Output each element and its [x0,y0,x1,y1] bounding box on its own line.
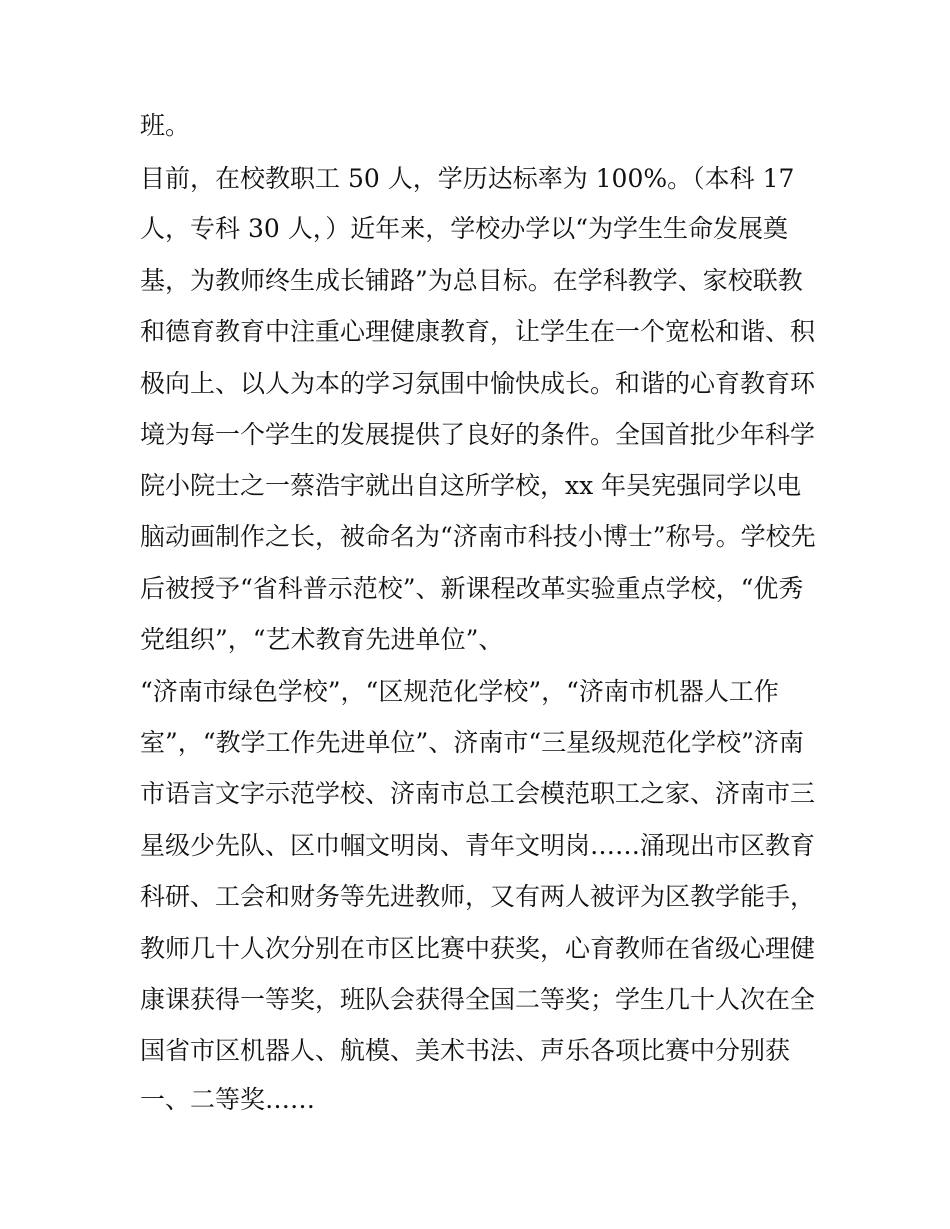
text-line: 教师几十人次分别在市区比赛中获奖，心育教师在省级心理健 [140,934,816,963]
text-line: 脑动画制作之长，被命名为“济南市科技小博士”称号。学校先 [140,522,816,551]
text-line: 室”，“教学工作先进单位”、济南市“三星级规范化学校”济南 [140,728,804,757]
text-line: 目前，在校教职工 50 人，学历达标率为 100%。（本科 17 [140,164,795,193]
text-line: 康课获得一等奖，班队会获得全国二等奖；学生几十人次在全 [140,985,816,1014]
text-line: 基，为教师终生成长铺路”为总目标。在学科教学、家校联教 [140,266,803,295]
text-line: 人，专科 30 人，）近年来，学校办学以“为学生生命发展奠 [140,214,788,243]
text-line: 党组织”，“艺术教育先进单位”、 [140,625,504,654]
text-line: 极向上、以人为本的学习氛围中愉快成长。和谐的心育教育环 [140,369,816,398]
text-line: 班。 [140,111,191,140]
text-line: 国省市区机器人、航模、美术书法、声乐各项比赛中分别获 [140,1036,791,1065]
text-line: 后被授予“省科普示范校”、新课程改革实验重点学校，“优秀 [140,574,804,603]
text-line: 一、二等奖…… [140,1085,316,1114]
text-line: 和德育教育中注重心理健康教育，让学生在一个宽松和谐、积 [140,317,816,346]
text-line: 境为每一个学生的发展提供了良好的条件。全国首批少年科学 [140,420,816,449]
text-line: 市语言文字示范学校、济南市总工会模范职工之家、济南市三 [140,779,816,808]
text-line: “济南市绿色学校”，“区规范化学校”，“济南市机器人工作 [140,677,779,706]
text-line: 院小院士之一蔡浩宇就出自这所学校，xx 年吴宪强同学以电 [140,471,802,500]
text-line: 科研、工会和财务等先进教师，又有两人被评为区教学能手， [140,882,816,911]
text-line: 星级少先队、区巾帼文明岗、青年文明岗……涌现出市区教育 [140,831,816,860]
